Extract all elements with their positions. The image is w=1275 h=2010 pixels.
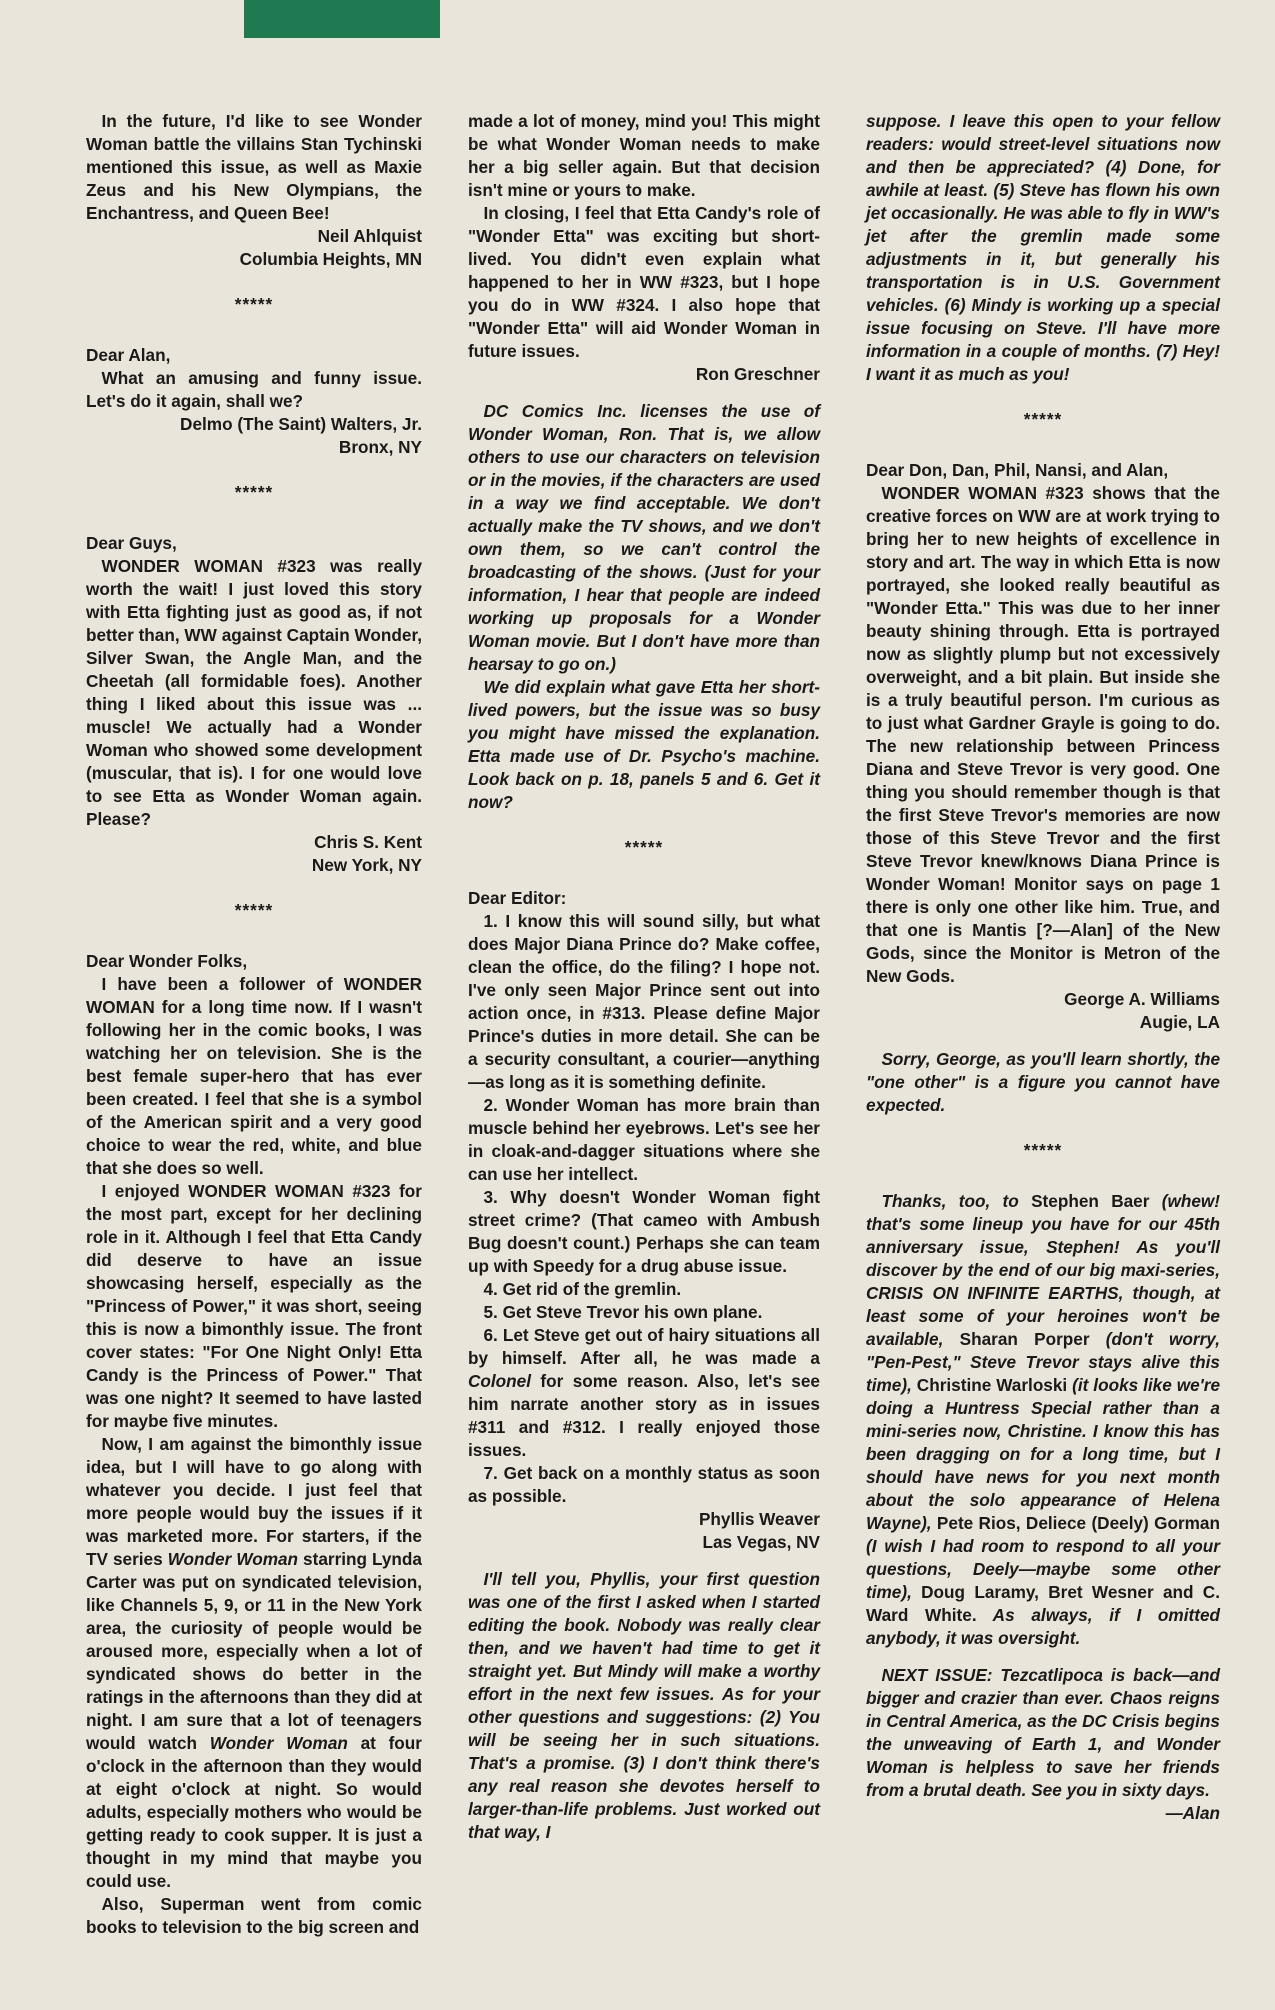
letter-location: New York, NY [311,855,422,875]
editor-reply: DC Comics Inc. licenses the use of Wonder Woman, Ron. That is, we allow others to use our characters on television or in the movies, if the characters are used in a way we find acceptable. We don't actually make the TV shows, and we don't own them, so we can't control the broadcasting of the shows. (Just for your information, I hear that people are indeed working up proposals for a Wonder Woman movie. But I don't have more than hearsay to go on.) [468,401,820,674]
letter-salutation: Dear Alan, [86,345,171,365]
letter-paragraph [86,1433,422,1893]
letter-signature: Neil Ahlquist [317,226,422,246]
text-run-italic: Wonder Woman [167,1549,299,1569]
letter-paragraph: I have been a follower of WONDER WOMAN for a long time now. If I wasn't following her in the comic books, I was watching her on television. She is the best female super-hero that has ever been created. I feel that she is a symbol of the American spirit and a very good choice to wear the red, white, and blue that she does so well. [86,974,422,1178]
column-left [86,110,422,1939]
text-run-italic: Colonel [468,1371,532,1391]
spacer [468,386,820,400]
letter-paragraph: What an amusing and funny issue. Let's do it again, shall we? [86,368,422,411]
editor-reply: We did explain what gave Etta her short-lived powers, but the issue was so busy you might have missed the explanation. Etta made use of Dr. Psycho's machine. Look back on p. 18, panels 5 and 6. Get it now? [468,677,820,812]
spacer [866,1650,1220,1664]
letter-paragraph: 5. Get Steve Trevor his own plane. [483,1302,763,1322]
letter-paragraph: 1. I know this will sound silly, but what does Major Diana Prince do? Make coffee, clean the office, do the filing? I hope not. I've only seen Major Prince sent out into action once, in #313. Please define Major Prince's duties in more detail. She can be a security consultant, a courier—anything—as long as it is something definite. [468,911,820,1092]
text-run: starring Lynda Carter was put on syndicated television, like Channels 5, 9, or 11 in the New York area, the curiosity of people would be aroused more, especially when a lot of syndicated shows do better in the ratings in the afternoons than they did at night. I am sure that a lot of teenagers would watch [86,1549,422,1753]
letter-location: Augie, LA [1139,1012,1220,1032]
reader-name: Stephen Baer [1031,1191,1150,1211]
letter-paragraph: 4. Get rid of the gremlin. [483,1279,682,1299]
letter-paragraph: In the future, I'd like to see Wonder Woman battle the villains Stan Tychinski mentioned this issue, as well as Maxie Zeus and his New Olympians, the Enchantress, and Queen Bee! [86,111,422,223]
letter-paragraph: 2. Wonder Woman has more brain than muscle behind her eyebrows. Let's see her in cloak-and-dagger situations where she can use her intellect. [468,1095,820,1184]
spacer [468,1554,820,1568]
text-run: Thanks, too, to [881,1191,1032,1211]
section-divider: ***** [1023,409,1063,429]
letter-signature: Chris S. Kent [314,832,422,852]
letter-location: Columbia Heights, MN [239,249,422,269]
editor-thanks-paragraph [866,1190,1220,1650]
text-run-italic: Wonder Woman [209,1733,348,1753]
letter-paragraph: In closing, I feel that Etta Candy's role of "Wonder Etta" was exciting but short-lived. You didn't even explain what happened to her in WW #323, but I hope you do in WW #324. I also hope that "Wonder Etta" will aid Wonder Woman in future issues. [468,203,820,361]
green-header-tab [244,0,440,38]
letter-paragraph: WONDER WOMAN #323 shows that the creative forces on WW are at work trying to bring her to new heights of excellence in story and art. The way in which Etta is now portrayed, she looked really beautiful as "Wonder Etta." This was due to her inner beauty shining through. Etta is portrayed now as slightly plump but not excessively overweight, and a bit plain. But inside she is a truly beautiful person. I'm curious as to just what Gardner Grayle is going to do. The new relationship between Princess Diana and Steve Trevor is very good. One thing you should remember though is that the first Steve Trevor's memories are now those of this Steve Trevor and the first Steve Trevor knew/knows Diana Prince is Wonder Woman! Monitor says on page 1 there is only one other like him. True, and that one is Mantis [?—Alan] of the New Gods, since the Monitor is Metron of the New Gods. [866,483,1220,986]
letter-signature: George A. Williams [1064,989,1220,1009]
column-middle [468,110,820,1844]
editor-reply: suppose. I leave this open to your fellow readers: would street-level situations now and then be appreciated? (4) Done, for awhile at least. (5) Steve has flown his own jet occasionally. He was able to fly in WW's jet after the gremlin made some adjustments in it, but generally his transportation is in U.S. Government vehicles. (6) Mindy is working up a special issue focusing on Steve. I'll have more information in a couple of months. (7) Hey! I want it as much as you! [866,111,1220,384]
spacer [866,1034,1220,1048]
text-run: (I wish I had room to respond to all your questions, Deely—maybe some other time), [866,1536,1220,1602]
section-divider: ***** [234,294,274,314]
editor-reply: Sorry, George, as you'll learn shortly, the "one other" is a figure you cannot have expected. [866,1049,1220,1115]
letter-location: Las Vegas, NV [702,1532,820,1552]
next-issue-blurb: NEXT ISSUE: Tezcatlipoca is back—and bigger and crazier than ever. Chaos reigns in Central America, as the DC Crisis begins the unweaving of Earth 1, and Wonder Woman is helpless to save her friends from a brutal death. See you in sixty days. [866,1665,1220,1800]
letter-paragraph: WONDER WOMAN #323 was really worth the wait! I just loved this story with Etta fighting just as good as, if not better than, WW against Captain Wonder, Silver Swan, the Angle Man, and the Cheetah (all formidable foes). Another thing I liked about this issue was ... muscle! We actually had a Wonder Woman who showed some development (muscular, that is). I for one would love to see Etta as Wonder Woman again. Please? [86,556,422,829]
text-run: for some reason. Also, let's see him narrate another story as in issues #311 and #312. I really enjoyed those issues. [468,1371,820,1460]
text-run: As always, if I omitted anybody, it was oversight. [866,1605,1220,1648]
letter-paragraph: 3. Why doesn't Wonder Woman fight street crime? (That cameo with Ambush Bug doesn't count.) Perhaps she can team up with Speedy for a drug abuse issue. [468,1187,820,1276]
letter-salutation: Dear Guys, [86,533,177,553]
reader-name: Doug Laramy, Bret Wesner and C. Ward White. [866,1582,1220,1625]
letter-location: Bronx, NY [338,437,422,457]
section-divider: ***** [234,482,274,502]
reader-name: Sharan Porper [959,1329,1090,1349]
letter-signature: Ron Greschner [695,364,820,384]
letter-salutation: Dear Editor: [468,888,567,908]
editor-reply: I'll tell you, Phyllis, your first question was one of the first I asked when I started editing the book. Nobody was really clear then, and we haven't had time to get it straight yet. But Mindy will make a worthy effort in the next few issues. As for your other questions and suggestions: (2) You will be seeing her in such situations. That's a promise. (3) I don't think there's any real reason she devotes herself to larger-than-life problems. Just worked out that way, I [468,1569,820,1842]
letter-salutation: Dear Don, Dan, Phil, Nansi, and Alan, [866,460,1169,480]
text-run: (don't worry, "Pen-Pest," Steve Trevor stays alive this time), [866,1329,1220,1395]
text-run: Now, I am against the bimonthly issue idea, but I will have to go along with whatever you decide. I just feel that more people would buy the issues if it was marketed more. For starters, if the TV series [86,1434,422,1569]
letter-signature: Phyllis Weaver [698,1509,820,1529]
letter-signature: Delmo (The Saint) Walters, Jr. [180,414,422,434]
letter-paragraph: I enjoyed WONDER WOMAN #323 for the most part, except for her declining role in it. Although I feel that Etta Candy did deserve to have an issue showcasing herself, especially as the "Princess of Power," it was short, seeing this is now a bimonthly issue. The front cover states: "For One Night Only! Etta Candy is the Princess of Power." That was one night? It seemed to have lasted for maybe five minutes. [86,1181,422,1431]
text-run: 6. Let Steve get out of hairy situations all by himself. After all, he was made a [468,1325,820,1368]
column-right [866,110,1220,1825]
section-divider: ***** [234,900,274,920]
section-divider: ***** [624,837,664,857]
reader-name: Christine Warloski [916,1375,1068,1395]
section-divider: ***** [1023,1140,1063,1160]
letter-paragraph: made a lot of money, mind you! This might be what Wonder Woman needs to make her a big seller again. But that decision isn't mine or yours to make. [468,111,820,200]
letter-salutation: Dear Wonder Folks, [86,951,248,971]
letter-paragraph [468,1324,820,1462]
letter-paragraph: Also, Superman went from comic books to television to the big screen and [86,1894,422,1937]
text-run: (it looks like we're doing a Huntress Special rather than a mini-series now, Christine. I know this has been dragging on for a long time, but I should have news for you next month about the solo appearance of Helena Wayne), [866,1375,1220,1533]
text-run: (whew! that's some lineup you have for our 45th anniversary issue, Stephen! As you'll discover by the end of our big maxi-series, CRISIS ON INFINITE EARTHS, though, at least some of your heroines won't be available, [866,1191,1220,1349]
editor-signature: —Alan [1165,1803,1220,1823]
letter-paragraph: 7. Get back on a monthly status as soon as possible. [468,1463,820,1506]
text-run: at four o'clock in the afternoon than they would at eight o'clock at night. So would adults, especially mothers who would be getting ready to cook supper. It is just a thought in my mind that maybe you could use. [86,1733,422,1891]
reader-name: Pete Rios, Deliece (Deely) Gorman [936,1513,1220,1533]
